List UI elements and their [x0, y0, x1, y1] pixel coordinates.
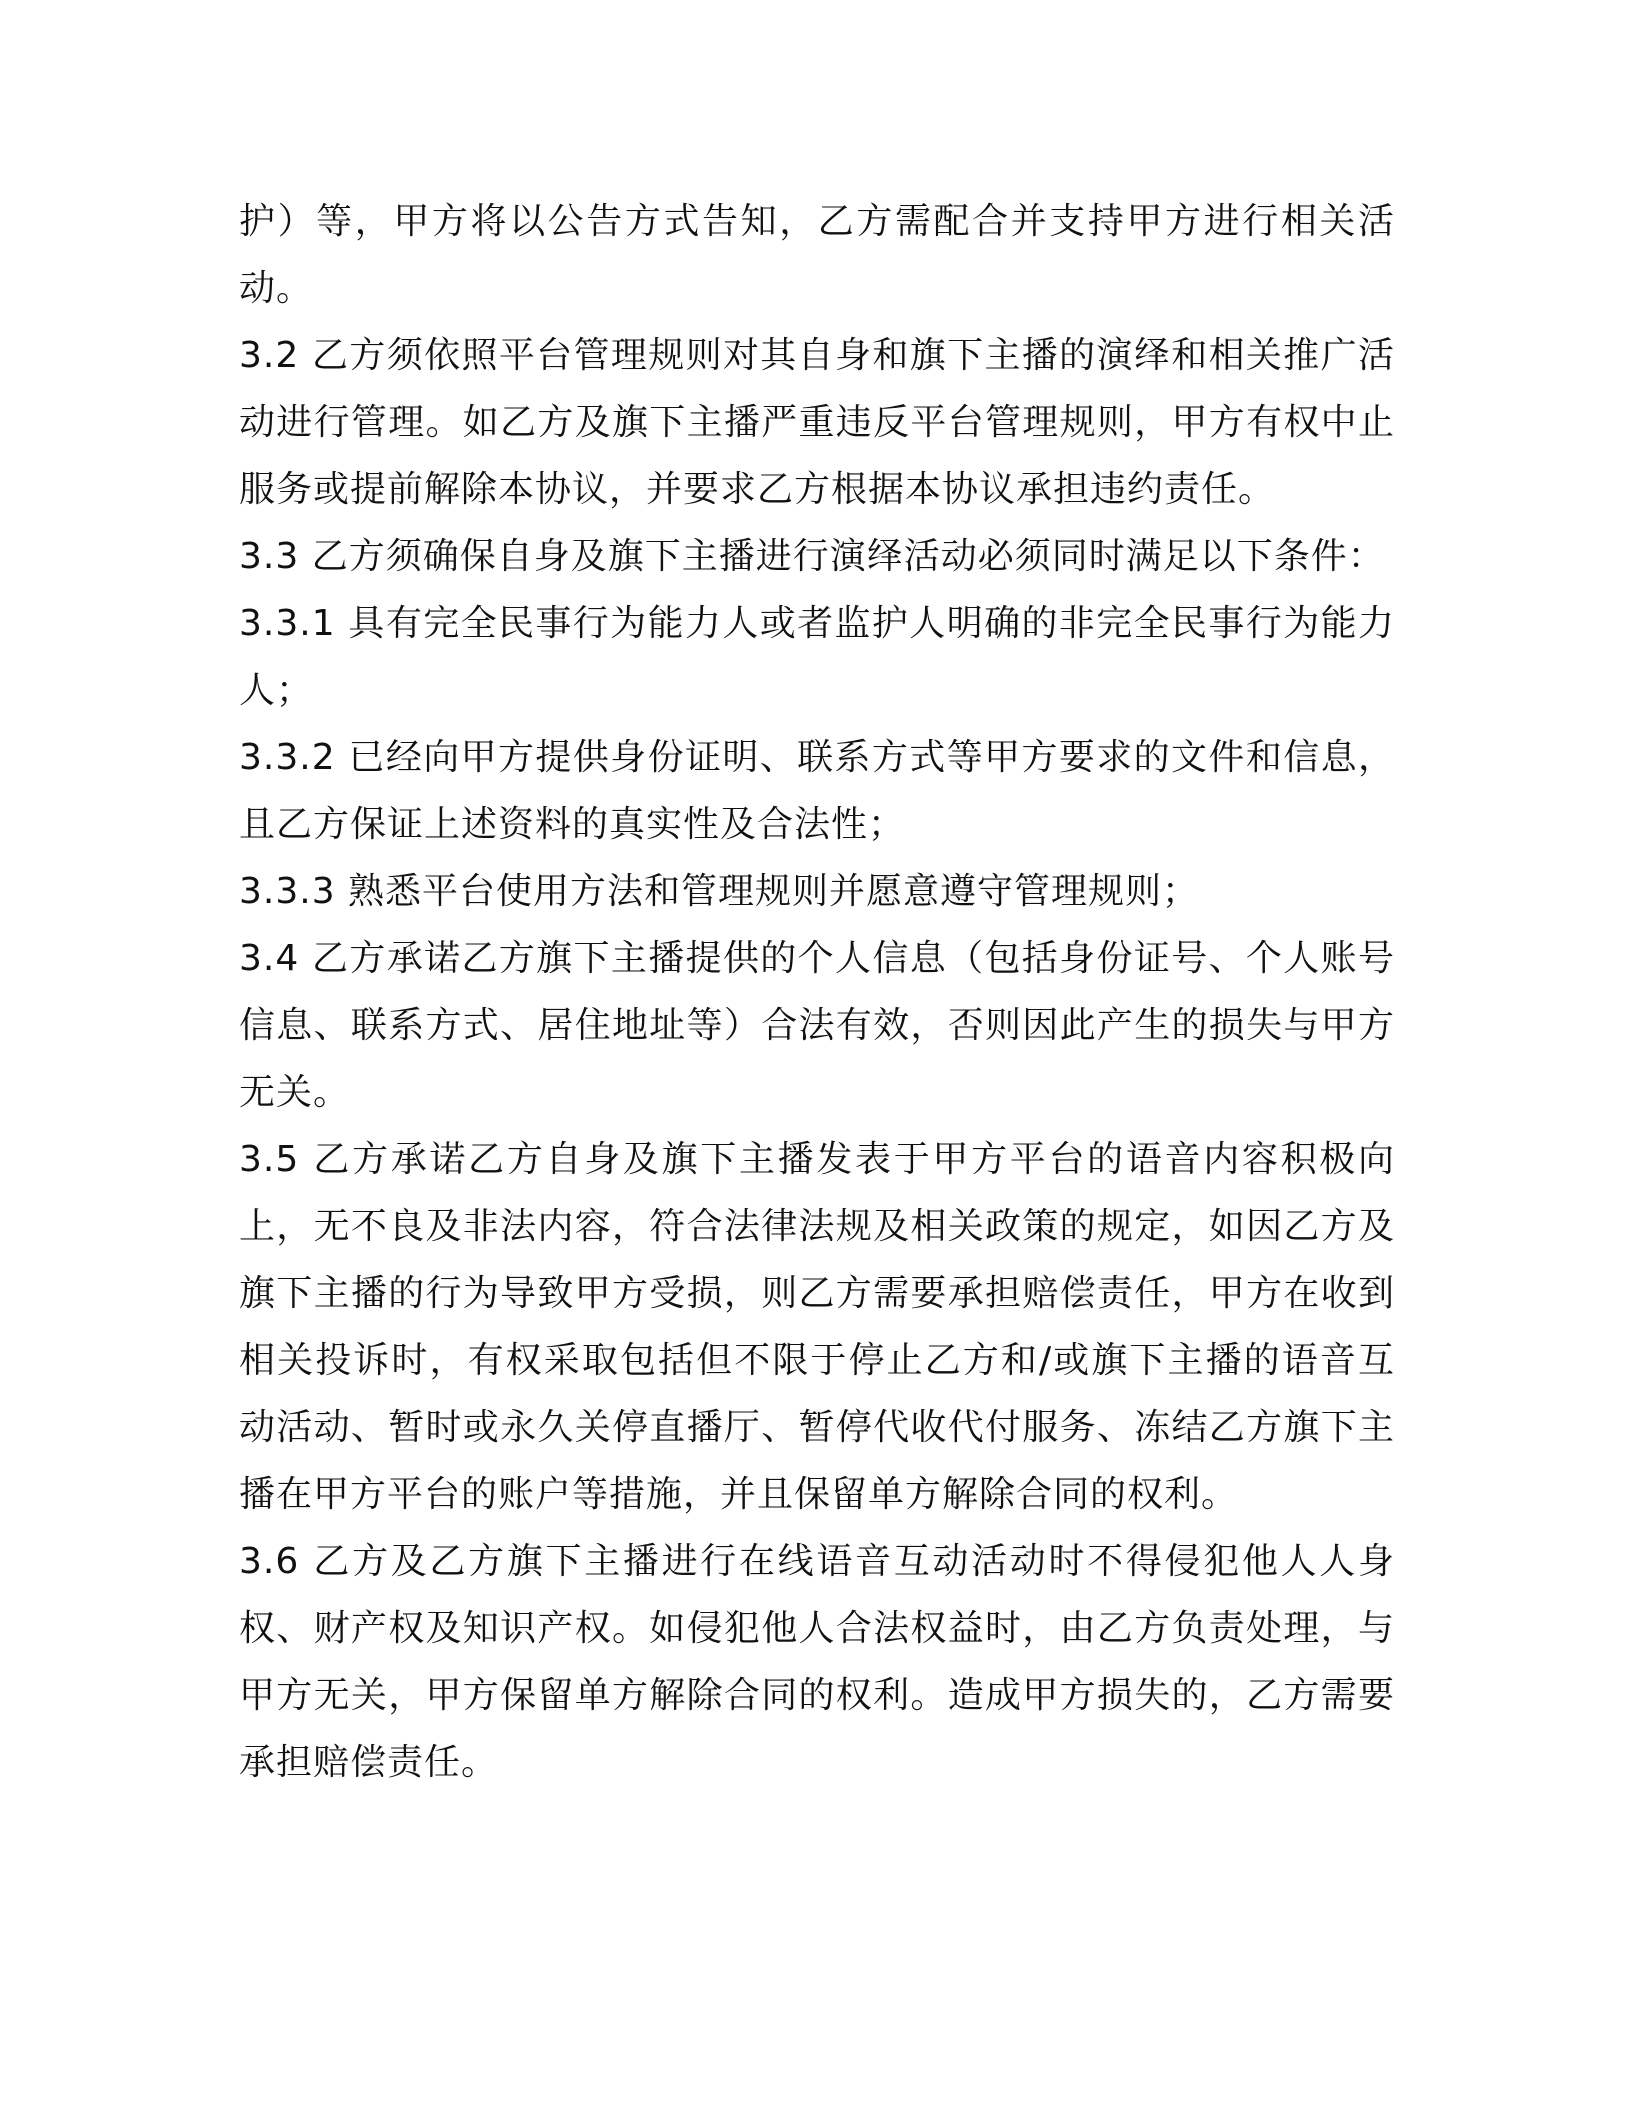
clause-3-3-1: 3.3.1 具有完全民事行为能力人或者监护人明确的非完全民事行为能力人； [239, 603, 1395, 711]
clause-3-2: 3.2 乙方须依照平台管理规则对其自身和旗下主播的演绎和相关推广活动进行管理。如乙方及旗下主播严重违反平台管理规则，甲方有权中止服务或提前解除本协议，并要求乙方根据本协议承担违约责任。 [239, 335, 1395, 510]
paragraph-continuation: 护）等，甲方将以公告方式告知，乙方需配合并支持甲方进行相关活动。 [239, 201, 1395, 309]
clause-3-4: 3.4 乙方承诺乙方旗下主播提供的个人信息（包括身份证号、个人账号信息、联系方式、居住地址等）合法有效，否则因此产生的损失与甲方无关。 [239, 938, 1395, 1113]
clause-3-3-2: 3.3.2 已经向甲方提供身份证明、联系方式等甲方要求的文件和信息，且乙方保证上述资料的真实性及合法性； [239, 737, 1395, 845]
clause-3-6: 3.6 乙方及乙方旗下主播进行在线语音互动活动时不得侵犯他人人身权、财产权及知识产权。如侵犯他人合法权益时，由乙方负责处理，与甲方无关，甲方保留单方解除合同的权利。造成甲方损失的，乙方需要承担赔偿责任。 [239, 1541, 1395, 1783]
clause-3-5: 3.5 乙方承诺乙方自身及旗下主播发表于甲方平台的语音内容积极向上，无不良及非法内容，符合法律法规及相关政策的规定，如因乙方及旗下主播的行为导致甲方受损，则乙方需要承担赔偿责任，甲方在收到相关投诉时，有权采取包括但不限于停止乙方和/或旗下主播的语音互动活动、暂时或永久关停直播厅、暂停代收代付服务、冻结乙方旗下主播在甲方平台的账户等措施，并且保留单方解除合同的权利。 [239, 1139, 1395, 1515]
clause-3-3-3: 3.3.3 熟悉平台使用方法和管理规则并愿意遵守管理规则； [239, 871, 1200, 912]
document-body [239, 188, 1395, 1796]
clause-3-3: 3.3 乙方须确保自身及旗下主播进行演绎活动必须同时满足以下条件： [239, 536, 1385, 577]
